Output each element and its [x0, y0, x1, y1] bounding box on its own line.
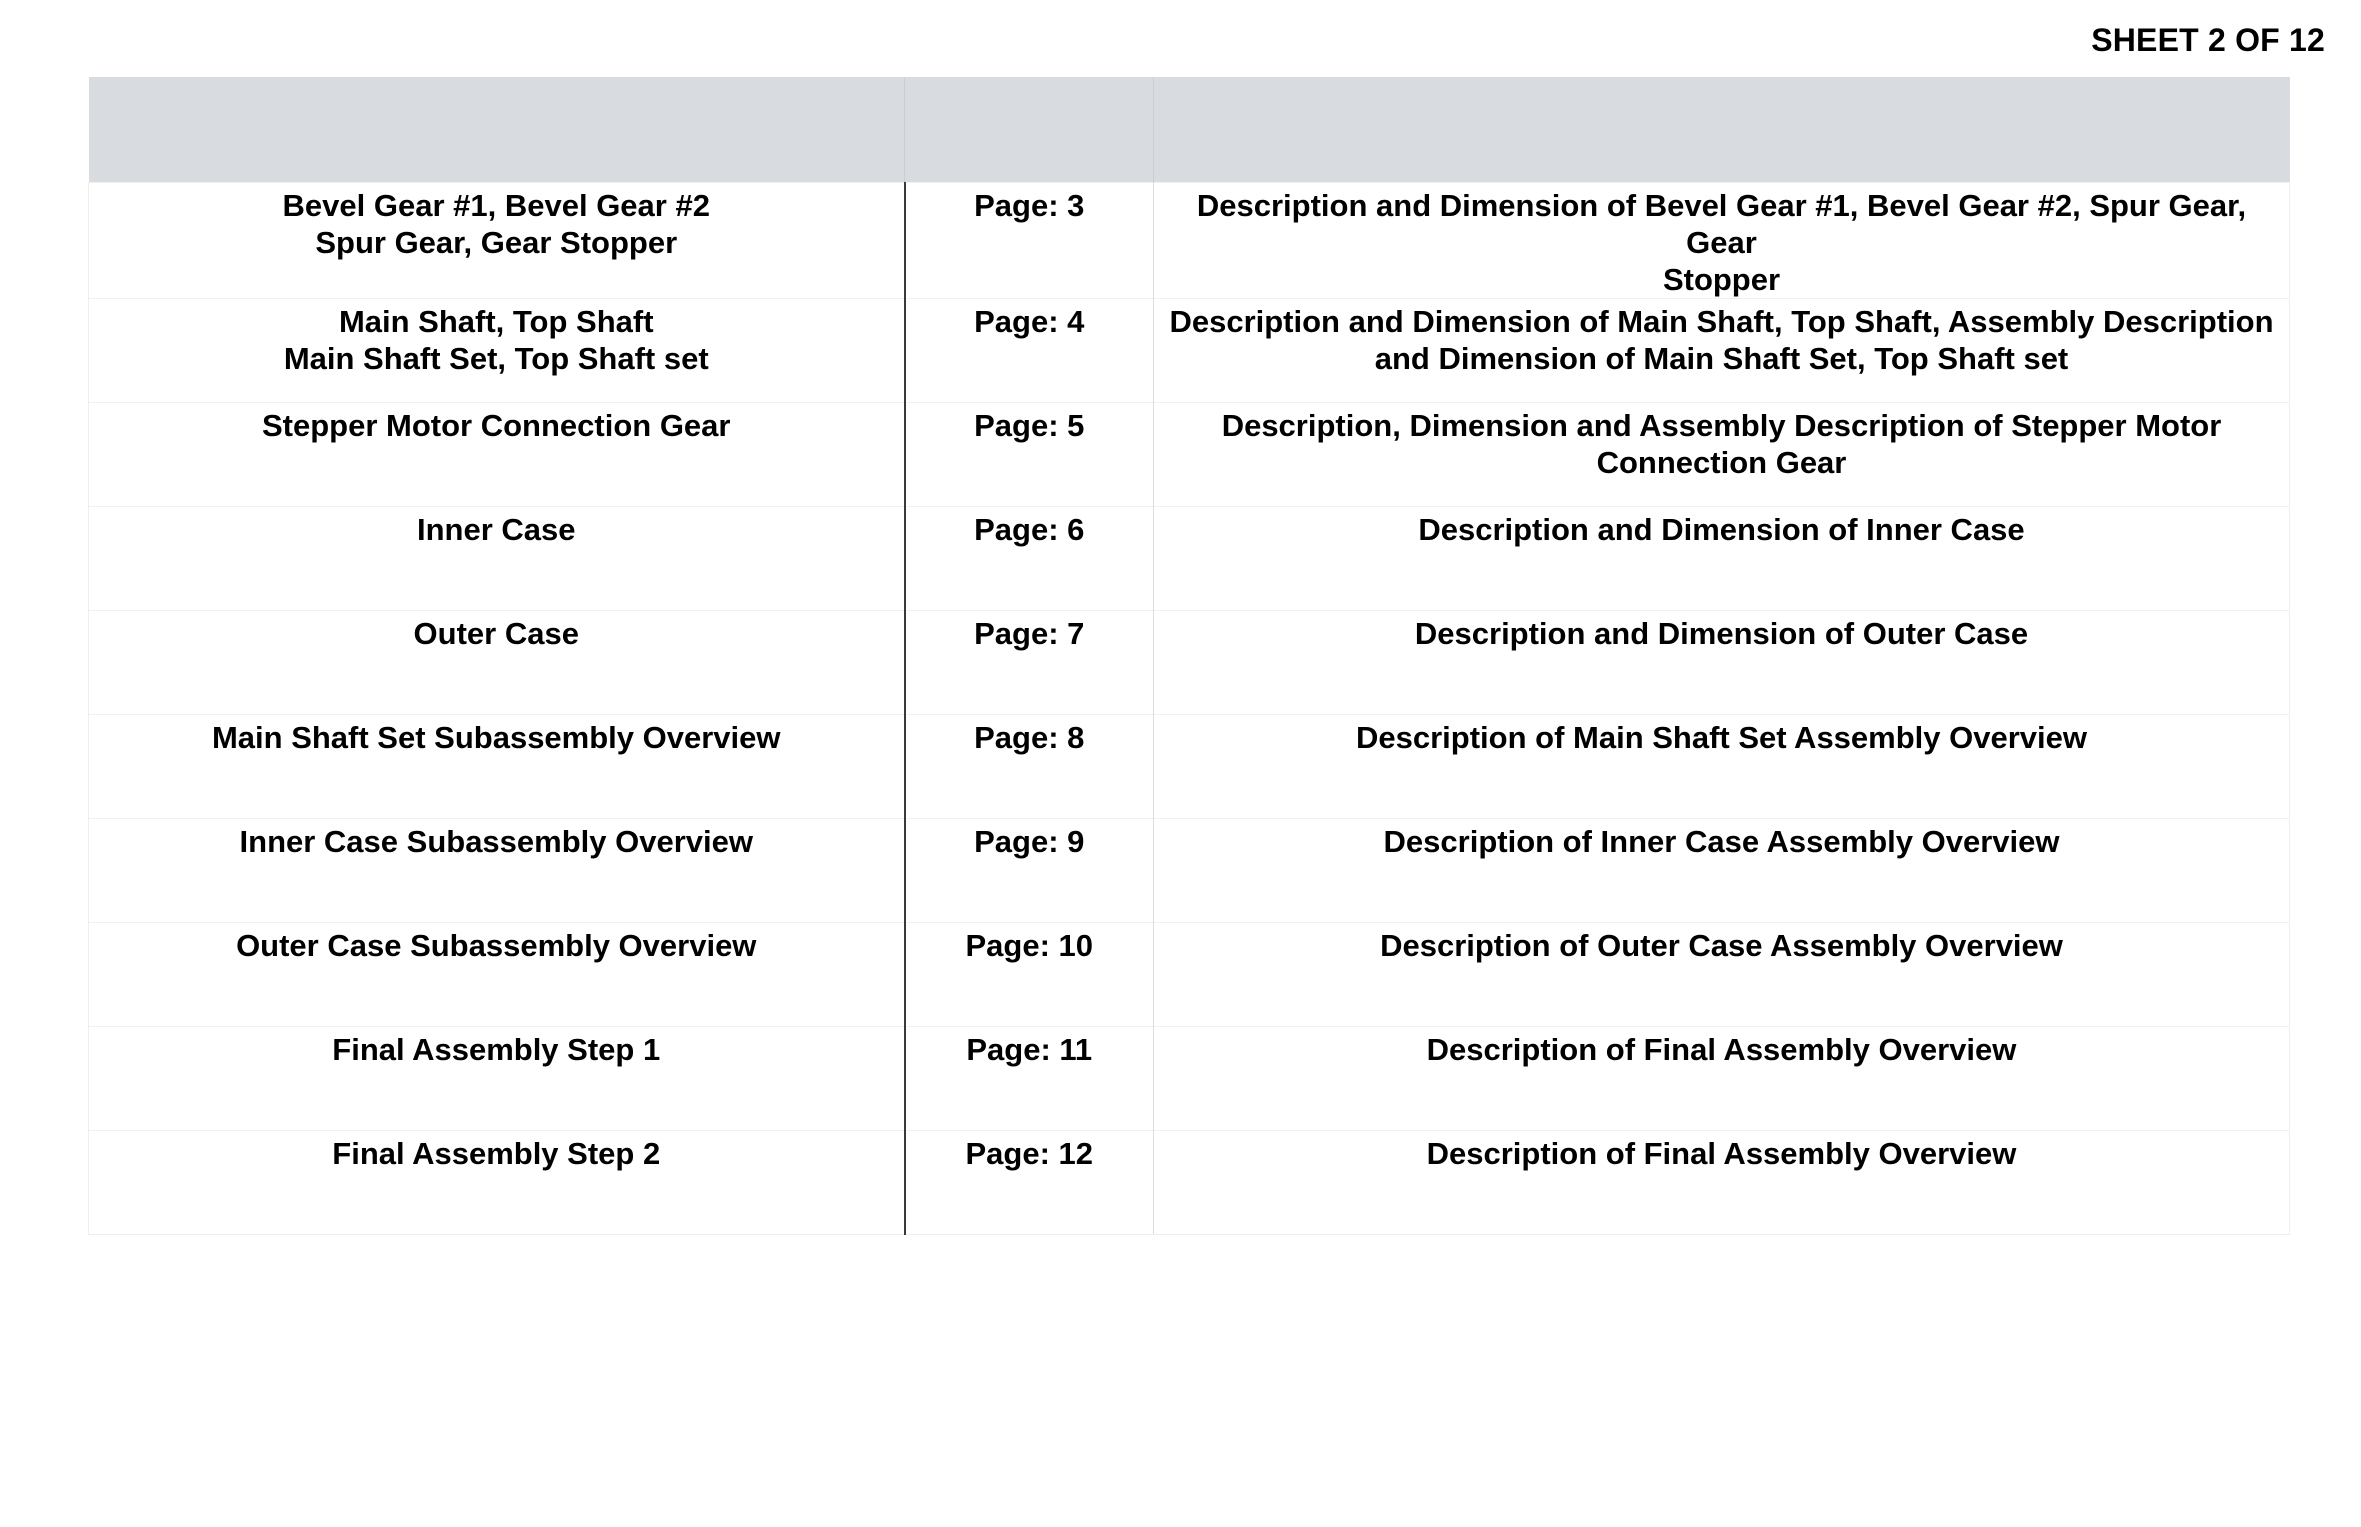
- page-ref-cell: Page: 8: [905, 715, 1154, 819]
- description-cell: [1154, 819, 2290, 923]
- header-row: [89, 77, 2290, 183]
- table-row: [89, 923, 2290, 1027]
- table-of-contents: [88, 77, 2290, 1235]
- part-name-cell: [89, 819, 905, 923]
- part-name-line: Inner Case: [416, 512, 576, 547]
- page-ref-cell: Page: 9: [905, 819, 1154, 923]
- description-cell: [1154, 715, 2290, 819]
- description-cell: [1154, 183, 2290, 299]
- description-line: Description of Inner Case Assembly Overview: [1383, 824, 2060, 859]
- table-row: [89, 1131, 2290, 1235]
- part-name-line: Final Assembly Step 2: [332, 1136, 661, 1171]
- description-cell: [1154, 403, 2290, 507]
- page-ref-cell: Page: 12: [905, 1131, 1154, 1235]
- part-name-cell: [89, 1131, 905, 1235]
- table-row: [89, 819, 2290, 923]
- part-name-line: Outer Case Subassembly Overview: [236, 928, 757, 963]
- description-cell: [1154, 611, 2290, 715]
- description-cell: [1154, 1131, 2290, 1235]
- description-cell: [1154, 923, 2290, 1027]
- part-name-cell: [89, 715, 905, 819]
- table-row: [89, 1027, 2290, 1131]
- description-cell: [1154, 1027, 2290, 1131]
- description-line: Description and Dimension of Bevel Gear #1, Bevel Gear #2, Spur Gear, Gear: [1196, 188, 2247, 260]
- page-ref-cell: Page: 5: [905, 403, 1154, 507]
- header-cell-name: [89, 77, 905, 183]
- description-line: Description and Dimension of Outer Case: [1414, 616, 2029, 651]
- page-ref-cell: Page: 7: [905, 611, 1154, 715]
- page-ref-cell: Page: 6: [905, 507, 1154, 611]
- table-row: [89, 183, 2290, 299]
- part-name-cell: [89, 183, 905, 299]
- description-line: Description of Outer Case Assembly Overview: [1380, 928, 2063, 963]
- page-ref-cell: Page: 4: [905, 299, 1154, 403]
- part-name-line: Outer Case: [413, 616, 579, 651]
- table-row: [89, 507, 2290, 611]
- table-row: [89, 611, 2290, 715]
- description-line: Description and Dimension of Main Shaft, Top Shaft, Assembly Description: [1169, 304, 2274, 339]
- part-name-cell: [89, 299, 905, 403]
- part-name-line: Final Assembly Step 1: [332, 1032, 661, 1067]
- table-row: [89, 403, 2290, 507]
- description-cell: [1154, 299, 2290, 403]
- description-line: Stopper: [1662, 262, 1781, 297]
- table-row: [89, 715, 2290, 819]
- description-line: and Dimension of Main Shaft Set, Top Shaft set: [1374, 341, 2069, 376]
- part-name-line: Bevel Gear #1, Bevel Gear #2: [282, 188, 710, 223]
- part-name-line: Main Shaft Set Subassembly Overview: [211, 720, 781, 755]
- part-name-line: Main Shaft Set, Top Shaft set: [283, 341, 709, 376]
- description-cell: [1154, 507, 2290, 611]
- part-name-cell: [89, 923, 905, 1027]
- table-header: [89, 77, 2290, 183]
- description-line: Description, Dimension and Assembly Description of Stepper Motor: [1221, 408, 2222, 443]
- description-line: Description of Final Assembly Overview: [1426, 1136, 2017, 1171]
- part-name-line: Main Shaft, Top Shaft: [338, 304, 654, 339]
- part-name-line: Spur Gear, Gear Stopper: [315, 225, 678, 260]
- table-row: [89, 299, 2290, 403]
- description-line: Description and Dimension of Inner Case: [1418, 512, 2025, 547]
- description-line: Description of Final Assembly Overview: [1426, 1032, 2017, 1067]
- page-ref-cell: Page: 10: [905, 923, 1154, 1027]
- part-name-line: Inner Case Subassembly Overview: [239, 824, 753, 859]
- part-name-cell: [89, 611, 905, 715]
- description-line: Connection Gear: [1596, 445, 1847, 480]
- sheet-number-label: SHEET 2 OF 12: [2091, 22, 2325, 58]
- part-name-cell: [89, 1027, 905, 1131]
- description-line: Description of Main Shaft Set Assembly Overview: [1356, 720, 2087, 755]
- header-cell-description: [1154, 77, 2290, 183]
- part-name-cell: [89, 507, 905, 611]
- header-cell-page: [905, 77, 1154, 183]
- part-name-line: Stepper Motor Connection Gear: [262, 408, 731, 443]
- page-ref-cell: Page: 11: [905, 1027, 1154, 1131]
- page-ref-cell: Page: 3: [905, 183, 1154, 299]
- part-name-cell: [89, 403, 905, 507]
- table-body: [89, 183, 2290, 1235]
